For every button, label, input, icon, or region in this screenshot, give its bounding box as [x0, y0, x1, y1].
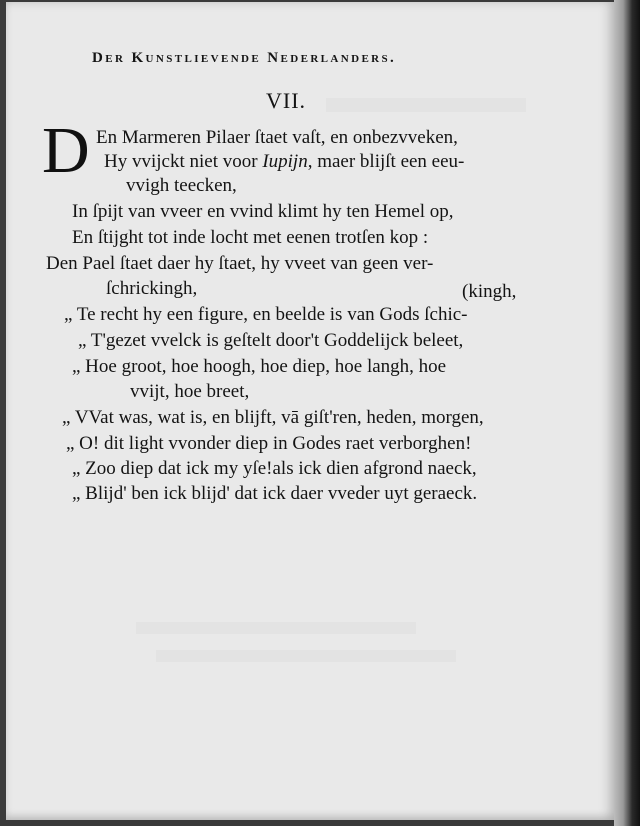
page-edge — [614, 0, 640, 826]
poem-line: In ſpijt van vveer en vvind klimt hy ten Hemel op, — [72, 201, 454, 222]
bleed-through-shadow — [136, 622, 416, 634]
poem-line: Den Pael ſtaet daer hy ſtaet, hy vveet van geen ver- — [46, 253, 434, 274]
poem-line: vvigh teecken, — [126, 175, 237, 196]
poem-line: ſchrickingh, — [106, 278, 198, 299]
poem-line: Hy vvijckt niet voor Iupijn, maer blijſt een eeu- — [104, 151, 465, 172]
poem-line: vvijt, hoe breet, — [130, 381, 250, 402]
poem-line: „ Te recht hy een figure, en beelde is van Gods ſchic- — [64, 304, 468, 325]
poem-line: „ O! dit light vvonder diep in Godes raet verborghen! — [66, 433, 472, 454]
poem-line: „ Hoe groot, hoe hoogh, hoe diep, hoe langh, hoe — [72, 356, 447, 377]
poem-number: VII. — [266, 88, 307, 113]
drop-cap: D — [42, 114, 90, 187]
poem-line: (kingh, — [462, 281, 517, 302]
poem-line: En Marmeren Pilaer ſtaet vaſt, en onbezvveken, — [96, 127, 458, 148]
poem-line: „ T'gezet vvelck is geſtelt door't Goddelijck beleet, — [78, 330, 464, 351]
running-header: Der Kunstlievende Nederlanders. — [92, 50, 397, 66]
name-iupijn: Iupijn — [262, 151, 308, 172]
bleed-through-shadow — [326, 98, 526, 112]
poem-line: „ Blijd' ben ick blijd' dat ick daer vveder uyt geraeck. — [72, 483, 478, 504]
poem-line: En ſtijght tot inde locht met eenen trotſen kop : — [72, 227, 429, 248]
poem-line: „ VVat was, wat is, en blijft, vā giſt'ren, heden, morgen, — [62, 407, 484, 428]
bleed-through-shadow — [156, 650, 456, 662]
poem-line: „ Zoo diep dat ick my yſe!als ick dien afgrond naeck, — [72, 458, 477, 479]
